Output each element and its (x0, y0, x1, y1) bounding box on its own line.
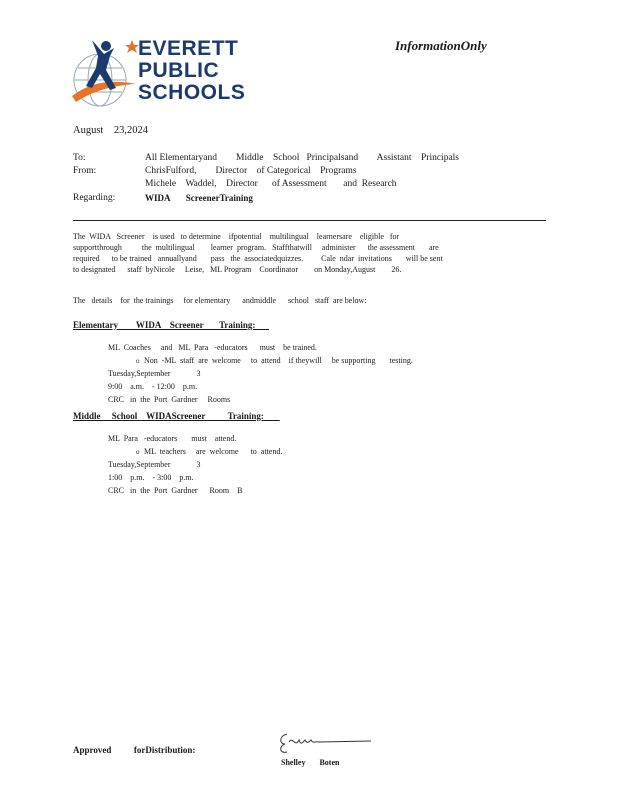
elementary-section-title: Elementary WIDA Screener Training: (73, 320, 269, 330)
regarding-label: Regarding: (73, 193, 116, 203)
logo-figure-icon (70, 36, 140, 114)
sub-bullet-icon: o (136, 448, 140, 456)
information-only-label: InformationOnly (395, 38, 487, 53)
intro-line: required to be trained annuallyand pass the associatedquizzes. Cale ndar invitations will be sent (73, 254, 443, 263)
list-item-text: Tuesday,September 3 (108, 460, 201, 469)
list-item-text: Non -ML staff are welcome to attend if theywill be supporting testing. (144, 356, 413, 365)
middle-section-title: Middle School WIDAScreener Training: (73, 411, 280, 421)
logo-line-3: SCHOOLS (138, 81, 246, 104)
list-item (90, 334, 317, 361)
details-paragraph: The details for the trainings for elementary andmiddle school staff are below: (73, 296, 367, 305)
list-item-text: ML teachers are welcome to attend. (144, 447, 283, 456)
district-logo (70, 36, 260, 114)
logo-wordmark (138, 38, 245, 104)
list-item-text: 9:00 a.m. - 12:00 p.m. (108, 382, 198, 391)
list-item-text: CRC in the Port Gardner Room B (108, 486, 243, 495)
header-divider (73, 220, 546, 221)
sub-bullet-icon: o (136, 357, 140, 365)
logo-line-1: EVERETT (138, 37, 239, 60)
intro-paragraph (73, 231, 543, 275)
list-item (90, 425, 237, 452)
list-item-text: 1:00 p.m. - 3:00 p.m. (108, 473, 194, 482)
regarding-value: WIDA ScreenerTraining (145, 193, 253, 203)
signature-icon (275, 728, 375, 758)
to-label: To: (73, 153, 86, 163)
intro-line: to designated staff byNicole Leise, ML Program Coordinator on Monday,August 26. (73, 265, 402, 274)
from-value-2: Michele Waddel, Director of Assessment and Research (145, 179, 397, 189)
intro-line: supportthrough the multilingual learner program. Staffthatwill administer the assessment are (73, 243, 439, 252)
memo-date: August 23,2024 (73, 125, 148, 136)
from-label: From: (73, 166, 97, 176)
logo-line-2: PUBLIC (138, 59, 220, 82)
to-value: All Elementaryand Middle School Principalsand Assistant Principals (145, 153, 459, 163)
intro-line: The WIDA Screener is used to determine ifpotential multilingual learnersare eligible for (73, 232, 400, 241)
approved-for-distribution: Approved forDistribution: (73, 745, 196, 755)
signer-name: Shelley Boten (281, 758, 340, 767)
list-item-text: Tuesday,September 3 (108, 369, 201, 378)
from-value-1: ChrisFulford, Director of Categorical Programs (145, 166, 357, 176)
list-item-text: CRC in the Port Gardner Rooms (108, 395, 231, 404)
list-item-text: ML Coaches and ML Para -educators must be trained. (108, 343, 317, 352)
list-item-text: ML Para -educators must attend. (108, 434, 237, 443)
